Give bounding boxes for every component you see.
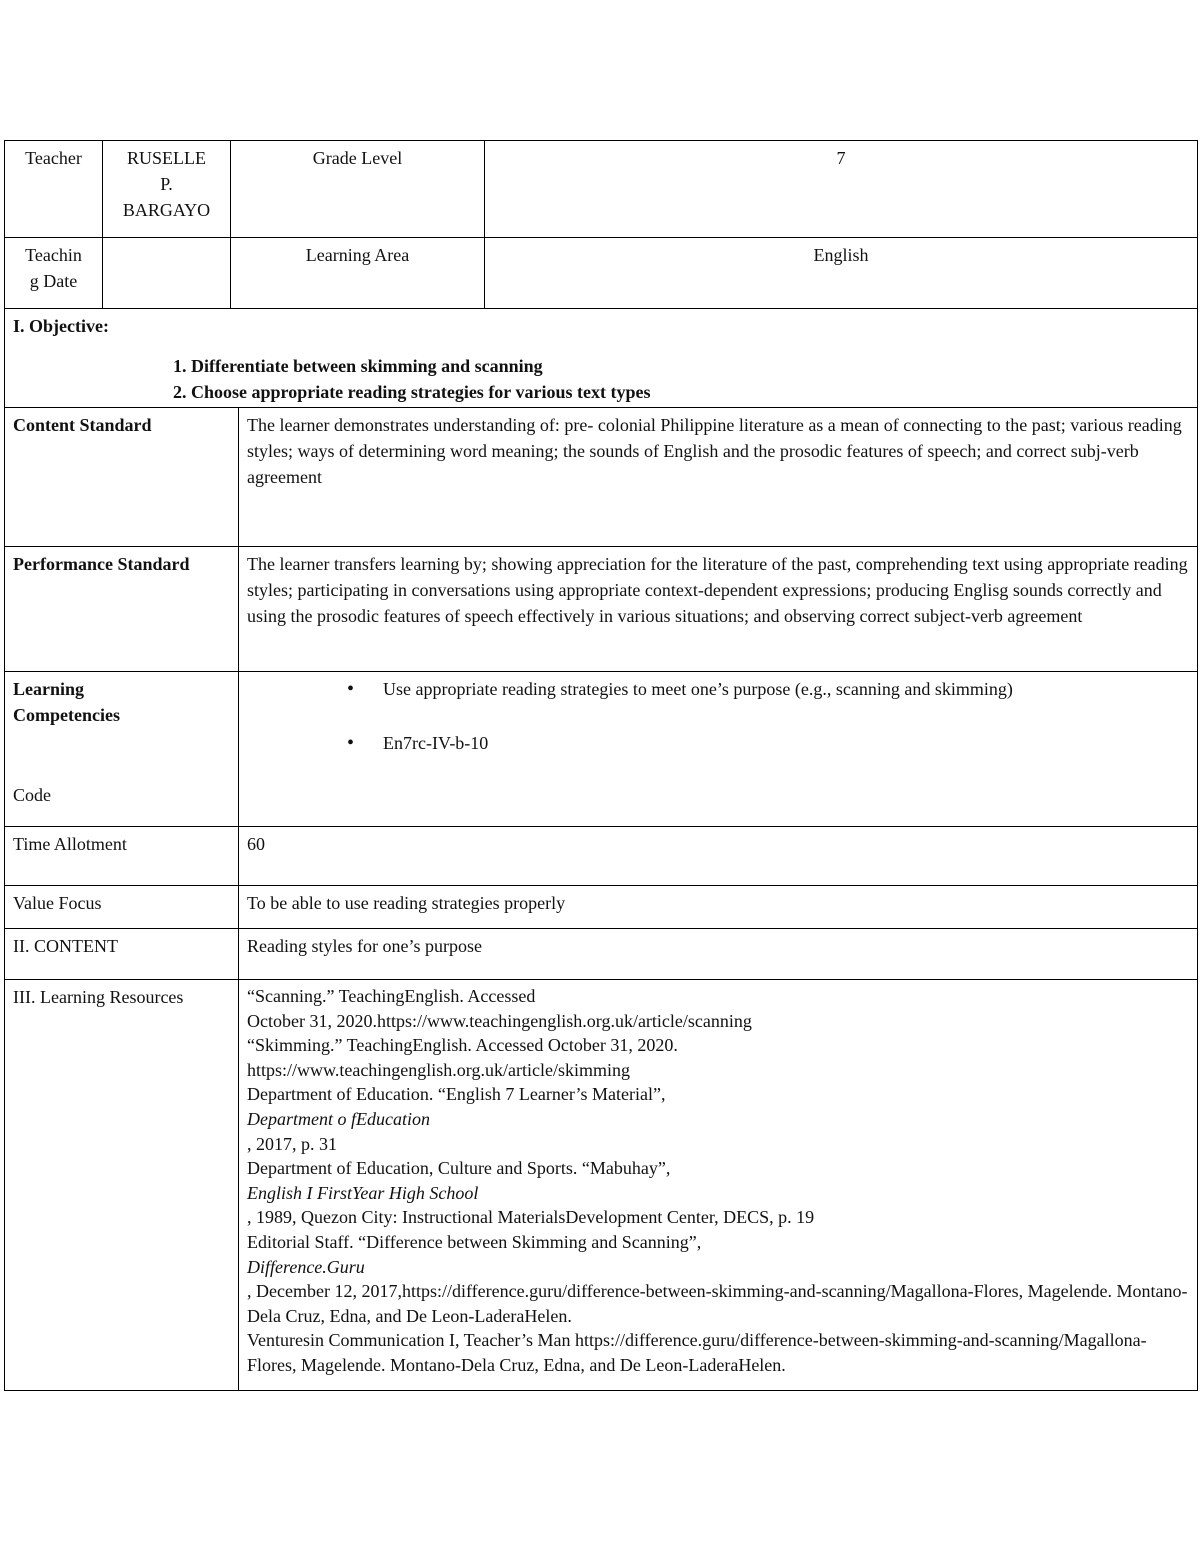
- competency-list: [247, 676, 1189, 756]
- content-row: [5, 929, 1198, 980]
- teacher-name-line: P.: [160, 174, 173, 194]
- objective-heading: I. Objective:: [13, 316, 109, 336]
- learning-area-value: English: [485, 238, 1198, 309]
- lesson-plan-page: [4, 140, 1197, 1391]
- code-label: Code: [13, 785, 51, 805]
- learning-competencies-value-cell: [239, 672, 1198, 827]
- teacher-name-line: BARGAYO: [122, 200, 211, 220]
- teaching-date-label-line: Teachin: [25, 245, 82, 265]
- grade-level-label: Grade Level: [231, 141, 485, 238]
- content-standard-text: The learner demonstrates understanding of: pre- colonial Philippine literature as a mean of connecting to the past; various reading styles; ways of determining word meaning; the sounds of English and the prosodic features of speech; and correct subj-verb agreement: [239, 408, 1198, 547]
- learning-area-label: Learning Area: [231, 238, 485, 309]
- resource-line: October 31, 2020.https://www.teachingenglish.org.uk/article/scanning: [247, 1010, 752, 1031]
- performance-standard-text: The learner transfers learning by; showing appreciation for the literature of the past, comprehending text using appropriate reading styles; participating in conversations using appropriate context-dependent expressions; producing Englisg sounds correctly and using the prosodic features of speech effectively in various situations; and observing correct subject-verb agreement: [239, 547, 1198, 672]
- competency-item: • Use appropriate reading strategies to meet one’s purpose (e.g., scanning and skimming): [347, 676, 1189, 702]
- resource-line: Venturesin Communication I, Teacher’s Man https://difference.guru/difference-between-skimming-and-scanning/Magallona-Flores, Magelende. Montano-Dela Cruz, Edna, and De Leon-LaderaHelen.: [247, 1330, 1147, 1375]
- resource-line: https://www.teachingenglish.org.uk/article/skimming: [247, 1059, 630, 1080]
- objective-cell: [5, 309, 1198, 408]
- resource-line: “Skimming.” TeachingEnglish. Accessed October 31, 2020.: [247, 1035, 678, 1056]
- resource-line: Department of Education. “English 7 Learner’s Material”,: [247, 1084, 666, 1105]
- competency-code: • En7rc-IV-b-10: [347, 730, 1189, 756]
- value-focus-row: [5, 886, 1198, 929]
- resource-line: Department o fEducation: [247, 1108, 430, 1129]
- performance-standard-label: Performance Standard: [5, 547, 239, 672]
- value-focus-label: Value Focus: [5, 886, 239, 929]
- header-row-teacher: [5, 141, 1198, 238]
- objective-list: [13, 353, 1189, 405]
- teacher-label: Teacher: [5, 141, 103, 238]
- resource-line: “Scanning.” TeachingEnglish. Accessed: [247, 986, 536, 1006]
- learning-resources-label: III. Learning Resources: [5, 980, 239, 1391]
- teacher-name-line: RUSELLE: [127, 148, 206, 168]
- teaching-date-label: [5, 238, 103, 309]
- time-allotment-row: [5, 827, 1198, 886]
- learning-competencies-label-cell: [5, 672, 239, 827]
- resource-line: , 1989, Quezon City: Instructional MaterialsDevelopment Center, DECS, p. 19: [247, 1207, 815, 1228]
- time-allotment-value: 60: [239, 827, 1198, 886]
- objective-item: 2. Choose appropriate reading strategies for various text types: [173, 382, 651, 402]
- teacher-name: [103, 141, 231, 238]
- learning-competencies-label: Competencies: [13, 705, 120, 725]
- learning-competencies-label: Learning: [13, 679, 85, 699]
- spacer: [13, 728, 230, 782]
- content-standard-label: Content Standard: [5, 408, 239, 547]
- learning-resources-list: [239, 980, 1198, 1391]
- resource-line: , December 12, 2017,https://difference.guru/difference-between-skimming-and-scanning/Magallona-Flores, Magelende. Montano-Dela Cruz, Edna, and De Leon-LaderaHelen.: [247, 1281, 1188, 1326]
- grade-level-value: 7: [485, 141, 1198, 238]
- resource-line: Department of Education, Culture and Sports. “Mabuhay”,: [247, 1158, 671, 1179]
- content-value: Reading styles for one’s purpose: [239, 929, 1198, 980]
- objective-row: [5, 309, 1198, 408]
- resource-line: Difference.Guru: [247, 1256, 365, 1277]
- lesson-plan-table: [4, 140, 1198, 1391]
- resource-line: , 2017, p. 31: [247, 1133, 337, 1154]
- content-standard-row: [5, 408, 1198, 547]
- content-label: II. CONTENT: [5, 929, 239, 980]
- teaching-date-value: [103, 238, 231, 309]
- resource-line: English I FirstYear High School: [247, 1182, 479, 1203]
- time-allotment-label: Time Allotment: [5, 827, 239, 886]
- value-focus-value: To be able to use reading strategies properly: [239, 886, 1198, 929]
- performance-standard-row: [5, 547, 1198, 672]
- teaching-date-label-line: g Date: [29, 271, 78, 291]
- resource-line: Editorial Staff. “Difference between Skimming and Scanning”,: [247, 1231, 702, 1252]
- header-row-date: [5, 238, 1198, 309]
- learning-competencies-row: [5, 672, 1198, 827]
- learning-resources-row: [5, 980, 1198, 1391]
- objective-item: 1. Differentiate between skimming and scanning: [173, 356, 543, 376]
